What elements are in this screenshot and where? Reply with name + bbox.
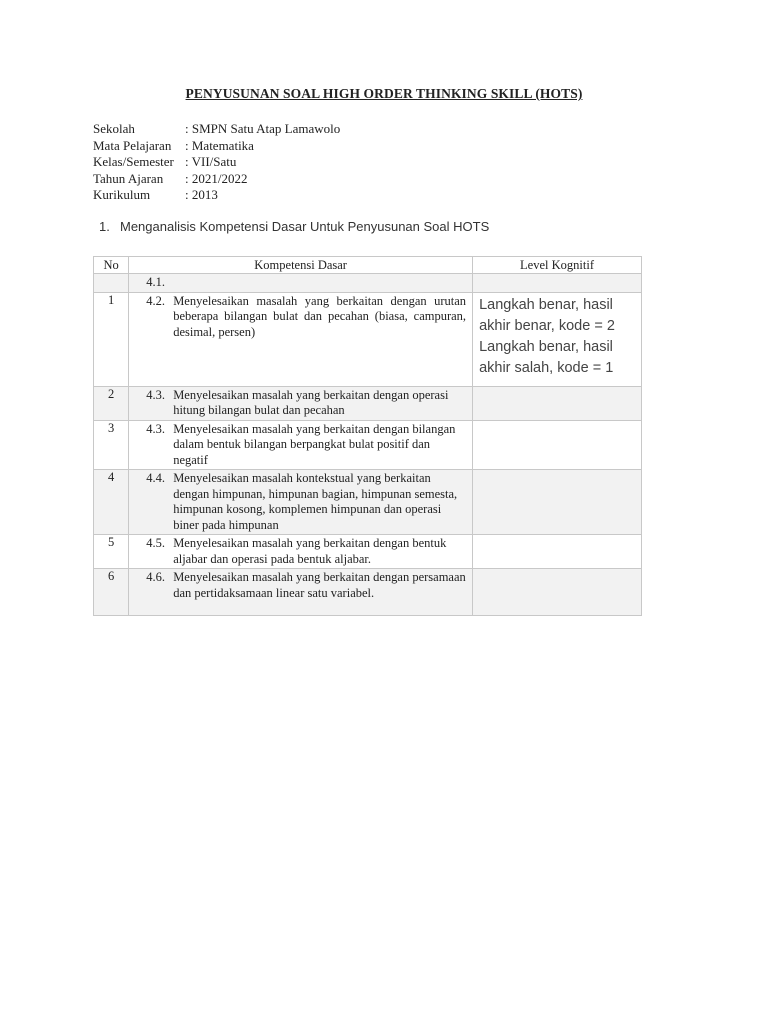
level-cell <box>473 470 642 535</box>
kd-text: Menyelesaikan masalah yang berkaitan dengan operasi hitung bilangan bulat dan pecahan <box>173 387 449 417</box>
kd-text: Menyelesaikan masalah yang berkaitan dengan bentuk aljabar dan operasi pada bentuk aljabar. <box>173 536 447 566</box>
kd-cell <box>129 274 473 293</box>
level-cell <box>473 420 642 470</box>
section-text: Menganalisis Kompetensi Dasar Untuk Penyusunan Soal HOTS <box>120 219 490 234</box>
header-kompetensi-dasar: Kompetensi Dasar <box>129 257 473 274</box>
level-cell <box>473 569 642 616</box>
kd-code: 4.2. <box>146 293 165 308</box>
table-header-row <box>94 257 642 274</box>
table-row <box>94 420 642 470</box>
row-number <box>94 274 129 293</box>
level-cell <box>473 386 642 420</box>
level-cell <box>473 292 642 386</box>
table-row <box>94 535 642 569</box>
level-line: Langkah benar, hasil <box>479 338 613 355</box>
kd-cell <box>129 386 473 420</box>
kd-code: 4.3. <box>146 421 165 436</box>
header-level-kognitif: Level Kognitif <box>473 257 642 274</box>
info-label: Kurikulum <box>93 187 151 202</box>
info-row-sekolah <box>93 121 340 138</box>
header-no: No <box>94 257 129 274</box>
kd-code: 4.3. <box>146 387 165 402</box>
kd-cell <box>129 569 473 616</box>
row-number: 1 <box>94 292 129 386</box>
level-cell <box>473 535 642 569</box>
kd-cell <box>129 470 473 535</box>
table-row <box>94 386 642 420</box>
level-line: akhir salah, kode = 1 <box>479 359 614 376</box>
row-number: 5 <box>94 535 129 569</box>
kd-text <box>173 275 466 291</box>
kd-cell <box>129 420 473 470</box>
kd-code: 4.1. <box>146 275 165 289</box>
section-heading <box>99 219 489 234</box>
info-value: : SMPN Satu Atap Lamawolo <box>185 121 341 136</box>
kd-code: 4.4. <box>146 471 165 485</box>
kd-text: Menyelesaikan masalah yang berkaitan dengan urutan beberapa bilangan bulat dan pecahan (biasa, campuran, desimal, persen) <box>173 293 467 339</box>
info-row-mata-pelajaran <box>93 138 340 155</box>
info-value: : VII/Satu <box>185 154 237 169</box>
kd-cell <box>129 292 473 386</box>
info-value: : 2021/2022 <box>185 170 248 186</box>
document-title: PENYUSUNAN SOAL HIGH ORDER THINKING SKILL (HOTS) <box>185 86 583 101</box>
info-label: Tahun Ajaran <box>93 170 164 186</box>
kd-code: 4.5. <box>146 536 165 550</box>
row-number: 6 <box>94 569 129 616</box>
row-number: 4 <box>94 470 129 535</box>
info-row-kurikulum <box>93 187 340 204</box>
level-kognitif-note <box>473 293 641 379</box>
table-row <box>94 274 642 293</box>
level-cell <box>473 274 642 293</box>
info-value: : 2013 <box>185 187 218 202</box>
kd-text: Menyelesaikan masalah yang berkaitan dengan bilangan dalam bentuk bilangan berpangkat bulat positif dan negatif <box>173 421 456 467</box>
kd-text: Menyelesaikan masalah yang berkaitan dengan persamaan dan pertidaksamaan linear satu variabel. <box>173 570 466 600</box>
table-row <box>94 292 642 386</box>
level-line: Langkah benar, hasil <box>479 296 613 313</box>
info-label: Sekolah <box>93 121 135 136</box>
info-value: : Matematika <box>185 137 254 153</box>
info-label: Mata Pelajaran <box>93 137 172 153</box>
info-row-tahun-ajaran <box>93 171 340 188</box>
table-row <box>94 569 642 616</box>
row-number: 3 <box>94 420 129 470</box>
row-number: 2 <box>94 386 129 420</box>
level-line: akhir benar, kode = 2 <box>479 317 615 334</box>
info-label: Kelas/Semester <box>93 154 174 169</box>
kompetensi-dasar-table <box>93 256 642 616</box>
kd-cell <box>129 535 473 569</box>
school-info <box>93 121 340 204</box>
table-row <box>94 470 642 535</box>
kd-text: Menyelesaikan masalah kontekstual yang berkaitan dengan himpunan, himpunan bagian, himpunan semesta, himpunan kosong, komplemen himpunan dan operasi biner pada himpunan <box>173 471 458 532</box>
section-number: 1. <box>99 219 110 234</box>
kd-code: 4.6. <box>146 570 165 584</box>
info-row-kelas-semester <box>93 154 340 171</box>
